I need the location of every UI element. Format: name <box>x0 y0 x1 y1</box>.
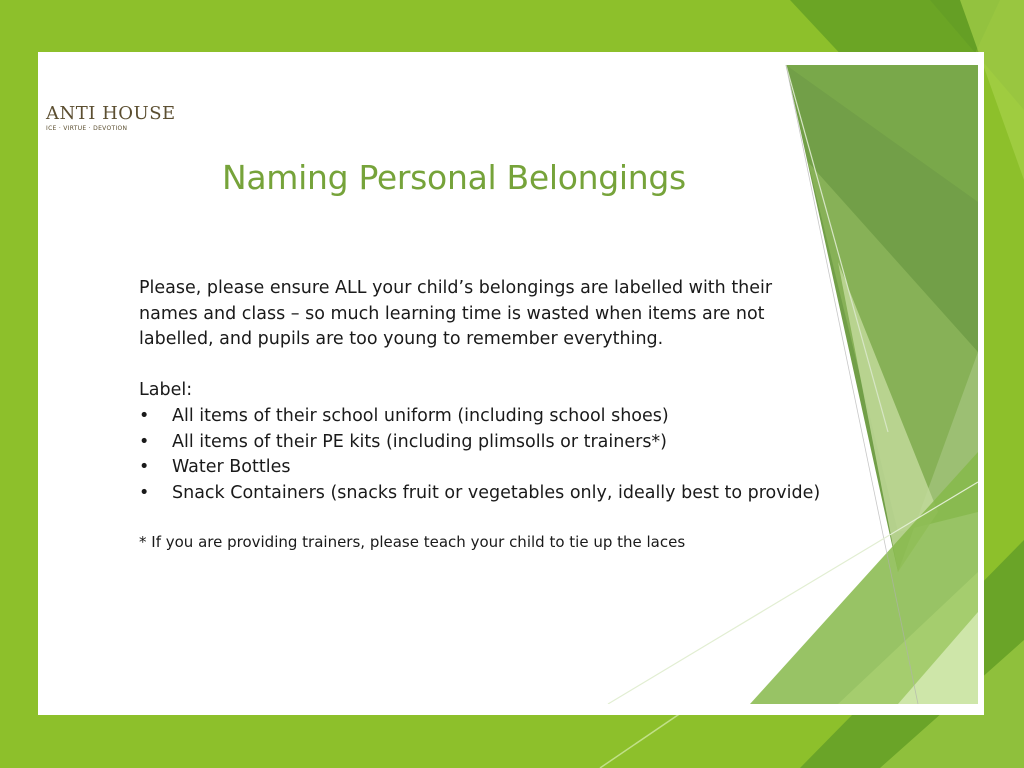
label-heading: Label: <box>139 380 193 401</box>
intro-paragraph <box>139 276 839 353</box>
list-item <box>139 404 839 430</box>
list-item-text: Water Bottles <box>172 457 291 478</box>
list-item <box>139 455 839 481</box>
list-item <box>139 481 839 507</box>
slide-title: Naming Personal Belongings <box>222 158 686 197</box>
brand-name: ANTI HOUSE <box>46 103 176 124</box>
bullet-icon: • <box>139 457 150 478</box>
intro-line: names and class – so much learning time is wasted when items are not <box>139 303 765 324</box>
brand-motto: ICE · VIRTUE · DEVOTION <box>46 125 128 132</box>
bullet-icon: • <box>139 431 150 452</box>
list-item-text: Snack Containers (snacks fruit or vegetables only, ideally best to provide) <box>172 482 821 503</box>
intro-line: Please, please ensure ALL your child’s belongings are labelled with their <box>139 278 773 298</box>
slide-card <box>38 52 984 715</box>
label-list <box>139 404 839 506</box>
list-item-text: All items of their school uniform (including school shoes) <box>172 405 669 426</box>
bullet-icon: • <box>139 405 150 426</box>
intro-line: labelled, and pupils are too young to remember everything. <box>139 329 664 350</box>
footnote: * If you are providing trainers, please teach your child to tie up the laces <box>139 532 686 551</box>
list-item <box>139 430 839 456</box>
school-brand <box>46 104 176 134</box>
list-item-text: All items of their PE kits (including plimsolls or trainers*) <box>172 431 668 452</box>
slide-body <box>139 276 839 552</box>
bullet-icon: • <box>139 482 150 503</box>
